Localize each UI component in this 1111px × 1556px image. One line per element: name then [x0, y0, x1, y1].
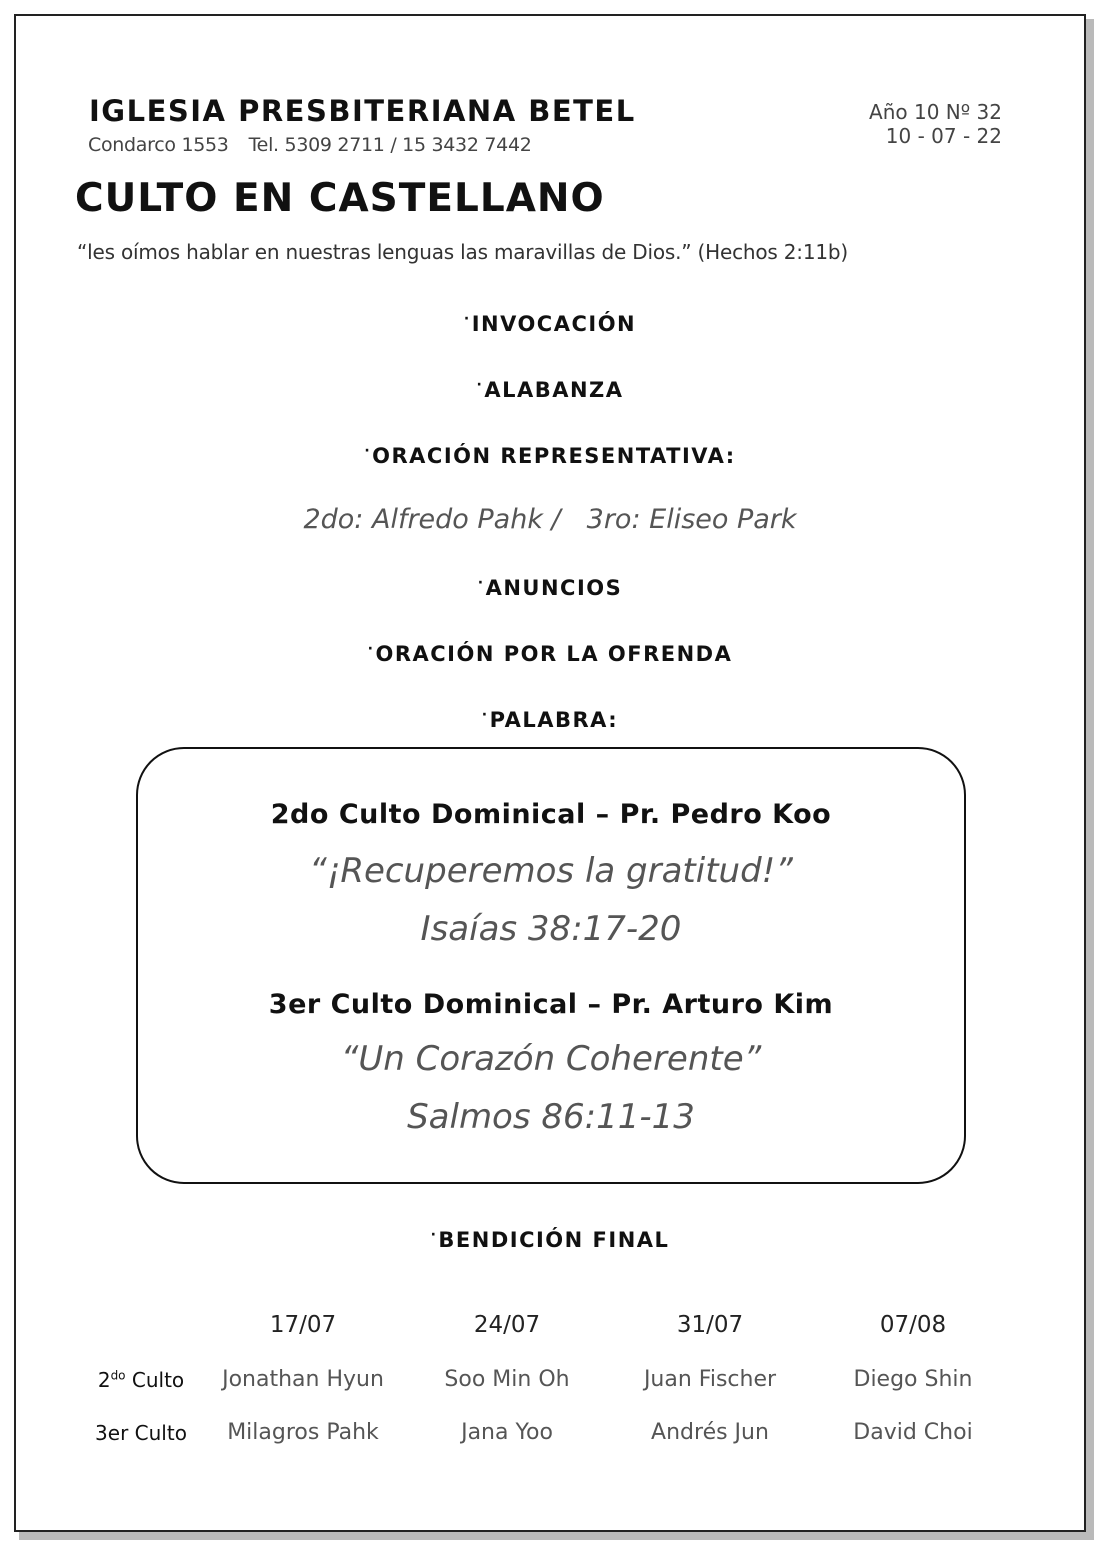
- rep-2do: 2do: Alfredo Pahk /: [303, 504, 561, 535]
- bullet: ·: [364, 443, 372, 459]
- schedule-row-label-3er: 3er Culto: [95, 1421, 187, 1445]
- rep-3ro: 3ro: Eliseo Park: [586, 504, 797, 535]
- sermon-box: [136, 747, 966, 1184]
- order-label: ORACIÓN POR LA OFRENDA: [375, 642, 733, 666]
- schedule-date: 17/07: [269, 1312, 337, 1338]
- issue-date: 10 - 07 - 22: [885, 124, 1002, 148]
- row-label-suffix: do: [110, 1368, 126, 1383]
- order-label: ALABANZA: [484, 378, 624, 402]
- representative-prayers: [16, 504, 1084, 535]
- bullet: ·: [476, 377, 484, 393]
- service-verse: “les oímos hablar en nuestras lenguas las maravillas de Dios.” (Hechos 2:11b): [77, 240, 848, 264]
- bullet: ·: [481, 707, 489, 723]
- church-phone: Tel. 5309 2711 / 15 3432 7442: [248, 134, 532, 156]
- sermon-reference: Salmos 86:11-13: [407, 1097, 695, 1137]
- order-bendicion: [16, 1227, 1084, 1252]
- church-address: Condarco 1553: [88, 134, 229, 156]
- order-anuncios: [16, 575, 1084, 600]
- schedule-cell: Diego Shin: [853, 1367, 973, 1392]
- order-invocacion: [16, 311, 1084, 336]
- order-oracion-ofrenda: [16, 641, 1084, 666]
- sermon-title: “Un Corazón Coherente”: [340, 1039, 762, 1079]
- bullet: ·: [430, 1227, 438, 1243]
- sermon-preacher: 3er Culto Dominical – Pr. Arturo Kim: [268, 989, 834, 1020]
- bullet: ·: [477, 575, 485, 591]
- church-name: IGLESIA PRESBITERIANA BETEL: [89, 94, 636, 128]
- church-contact: [88, 134, 532, 156]
- schedule-date: 31/07: [676, 1312, 744, 1338]
- order-label: PALABRA:: [489, 708, 619, 732]
- schedule-cell: Juan Fischer: [643, 1367, 777, 1392]
- service-title: CULTO EN CASTELLANO: [75, 176, 605, 221]
- schedule-cell: Soo Min Oh: [444, 1367, 570, 1392]
- schedule-cell: Andrés Jun: [651, 1420, 769, 1445]
- schedule-cell: David Choi: [853, 1420, 973, 1445]
- row-label-number: 2: [97, 1368, 111, 1392]
- schedule-cell: Jonathan Hyun: [222, 1367, 384, 1392]
- issue-number: Año 10 Nº 32: [869, 100, 1002, 124]
- order-label: BENDICIÓN FINAL: [438, 1228, 670, 1252]
- bullet: ·: [367, 641, 375, 657]
- sermon-title: “¡Recuperemos la gratitud!”: [309, 851, 793, 891]
- schedule-date: 07/08: [879, 1312, 947, 1338]
- bulletin-page: [14, 14, 1086, 1532]
- sermon-preacher: 2do Culto Dominical – Pr. Pedro Koo: [270, 799, 832, 830]
- schedule-date: 24/07: [473, 1312, 541, 1338]
- issue-info: [869, 100, 1002, 148]
- sermon-reference: Isaías 38:17-20: [420, 909, 682, 949]
- order-alabanza: [16, 377, 1084, 402]
- schedule-row-label-2do: [76, 1368, 206, 1392]
- order-oracion-representativa: [16, 443, 1084, 468]
- order-label: ORACIÓN REPRESENTATIVA:: [372, 444, 736, 468]
- order-label: INVOCACIÓN: [471, 312, 637, 336]
- schedule-cell: Jana Yoo: [461, 1420, 553, 1445]
- order-label: ANUNCIOS: [485, 576, 623, 600]
- schedule-cell: Milagros Pahk: [227, 1420, 379, 1445]
- order-palabra: [16, 707, 1084, 732]
- row-label-word: Culto: [131, 1368, 185, 1392]
- bullet: ·: [463, 311, 471, 327]
